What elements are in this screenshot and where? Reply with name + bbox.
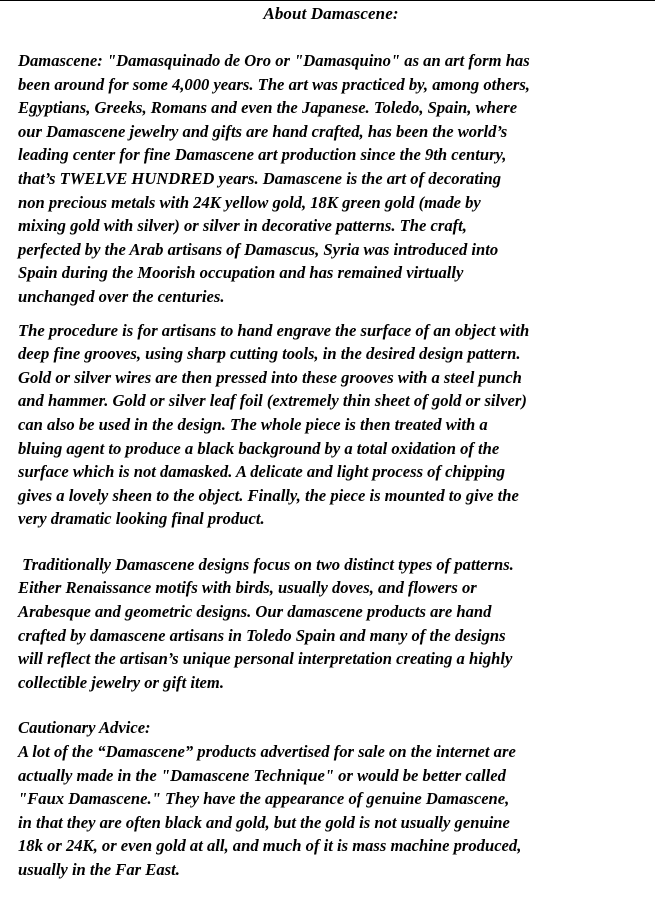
text-line: Arabesque and geometric designs. Our damascene products are hand xyxy=(18,602,492,622)
document-body xyxy=(18,2,644,882)
text-line: perfected by the Arab artisans of Damascus, Syria was introduced into xyxy=(18,239,499,259)
paragraph-designs xyxy=(18,553,644,695)
text-line: mixing gold with silver) or silver in decorative patterns. The craft, xyxy=(18,216,467,236)
text-line: Damascene: "Damasquinado de Oro or "Damasquino" as an art form has xyxy=(18,51,530,70)
paragraph-history xyxy=(18,49,644,309)
text-line: actually made in the "Damascene Technique" or would be better called xyxy=(18,765,506,785)
paragraph-caution xyxy=(18,740,644,882)
page-title: About Damascene: xyxy=(263,4,399,23)
text-line: Spain during the Moorish occupation and has remained virtually xyxy=(18,263,464,283)
text-line: our Damascene jewelry and gifts are hand crafted, has been the world’s xyxy=(18,121,508,141)
text-line: can also be used in the design. The whole piece is then treated with a xyxy=(18,414,488,434)
text-line: Traditionally Damascene designs focus on two distinct types of patterns. xyxy=(18,554,514,574)
text-line: "Faux Damascene." They have the appearance of genuine Damascene, xyxy=(18,789,510,809)
text-line: A lot of the “Damascene” products advertised for sale on the internet are xyxy=(18,742,516,762)
caution-heading: Cautionary Advice: xyxy=(18,718,151,738)
paragraph-gap xyxy=(18,309,644,319)
text-line: that’s TWELVE HUNDRED years. Damascene is the art of decorating xyxy=(18,168,502,188)
paragraph-gap xyxy=(18,531,644,553)
text-line: and hammer. Gold or silver leaf foil (extremely thin sheet of gold or silver) xyxy=(18,391,527,411)
text-line: non precious metals with 24K yellow gold, 18K green gold (made by xyxy=(18,192,481,212)
text-line: unchanged over the centuries. xyxy=(18,286,225,306)
text-line: in that they are often black and gold, but the gold is not usually genuine xyxy=(18,812,510,832)
text-line: very dramatic looking final product. xyxy=(18,509,265,529)
text-line: crafted by damascene artisans in Toledo Spain and many of the designs xyxy=(18,625,506,645)
text-line: collectible jewelry or gift item. xyxy=(18,672,224,692)
text-line: Egyptians, Greeks, Romans and even the Japanese. Toledo, Spain, where xyxy=(18,98,518,118)
text-line: will reflect the artisan’s unique personal interpretation creating a highly xyxy=(18,649,513,669)
text-line: The procedure is for artisans to hand engrave the surface of an object with xyxy=(18,320,530,340)
text-line: 18k or 24K, or even gold at all, and much of it is mass machine produced, xyxy=(18,836,522,856)
paragraph-procedure xyxy=(18,319,644,531)
text-line: been around for some 4,000 years. The art was practiced by, among others, xyxy=(18,74,530,94)
text-line: surface which is not damasked. A delicate and light process of chipping xyxy=(18,462,506,482)
text-line: Gold or silver wires are then pressed into these grooves with a steel punch xyxy=(18,367,522,387)
text-line: gives a lovely sheen to the object. Finally, the piece is mounted to give the xyxy=(18,485,519,505)
text-line: deep fine grooves, using sharp cutting tools, in the desired design pattern. xyxy=(18,344,521,364)
text-line: leading center for fine Damascene art production since the 9th century, xyxy=(18,145,507,165)
top-divider xyxy=(0,0,655,1)
text-line: usually in the Far East. xyxy=(18,860,180,879)
paragraph-gap xyxy=(18,694,644,716)
text-line: Either Renaissance motifs with birds, usually doves, and flowers or xyxy=(18,578,477,598)
text-line: bluing agent to produce a black background by a total oxidation of the xyxy=(18,438,500,458)
